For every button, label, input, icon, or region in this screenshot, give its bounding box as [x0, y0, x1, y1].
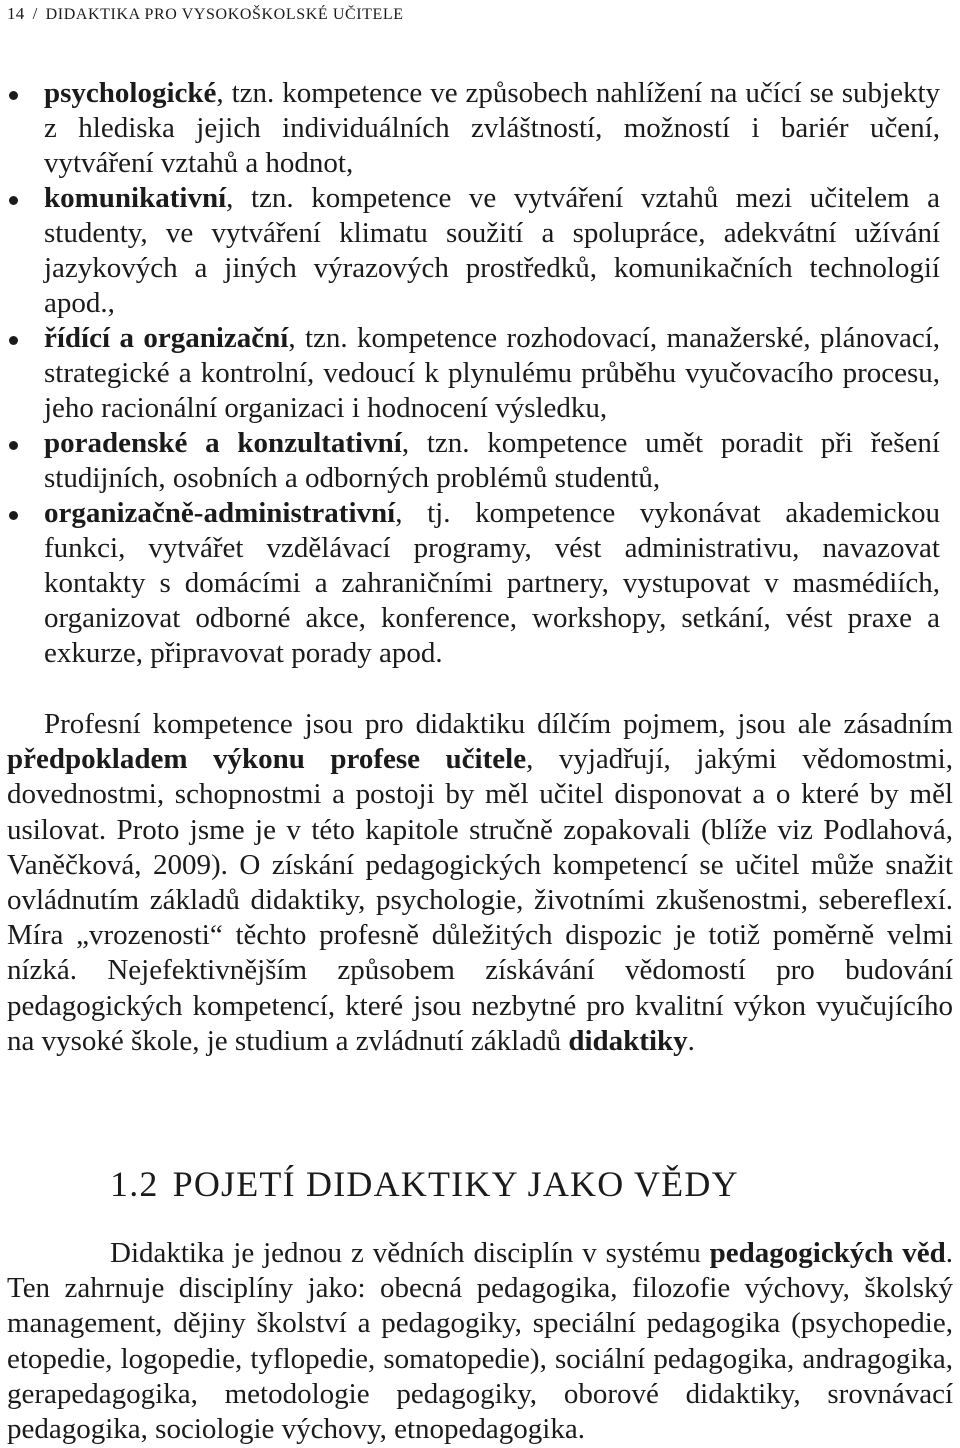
list-item-text: , tzn. kompetence ve způsobech nahlížení na učící se subjekty z hlediska jejich individuálních zvláštností, možností i bariér učení, vytváření vztahů a hodnot,: [44, 77, 940, 179]
section-title: POJETÍ DIDAKTIKY JAKO VĚDY: [172, 1164, 739, 1204]
bullet-icon: [9, 91, 18, 100]
section-number: 1.2: [110, 1164, 159, 1204]
paragraph-text: .: [687, 1024, 695, 1057]
body-paragraph-didactics: [7, 1236, 953, 1447]
list-item-term: organizačně-administrativní: [44, 497, 396, 529]
list-item-text: , tzn. kompetence umět poradit při řešení studijních, osobních a odborných problémů studentů,: [44, 427, 940, 494]
bullet-icon: [9, 196, 18, 205]
list-item-term: komunikativní: [44, 182, 227, 214]
paragraph-emphasis: pedagogických věd: [709, 1237, 946, 1269]
list-item-term: psychologické: [44, 77, 217, 109]
list-item: [0, 181, 940, 321]
running-head: [7, 4, 404, 24]
list-item-term: řídící a organizační: [44, 322, 289, 354]
list-item: [0, 76, 940, 181]
list-item-text: , tj. kompetence vykonávat akademickou funkci, vytvářet vzdělávací programy, vést administrativu, navazovat kontakty s domácími a zahraničními partnery, vystupovat v masmédiích, organizovat odborné akce, konference, workshopy, setkání, vést praxe a exkurze, připravovat porady apod.: [44, 497, 940, 669]
running-head-separator: /: [32, 4, 38, 23]
paragraph-text: Profesní kompetence jsou pro didaktiku dílčím pojmem, jsou ale zásadním: [44, 708, 953, 740]
paragraph-emphasis: předpokladem výkonu profese učitele: [7, 743, 527, 776]
list-item-text: , tzn. kompetence rozhodovací, manažerské, plánovací, strategické a kontrolní, vedoucí k plynulému průběhu vyučovacího procesu, jeho racionální organizaci i hodnocení výsledku,: [44, 322, 940, 424]
paragraph-text: . Ten zahrnuje disciplíny jako: obecná pedagogika, filozofie výchovy, školský management, dějiny školství a pedagogiky, speciální pedagogika (psychopedie, etopedie, logopedie, tyflopedie, somatopedie), sociální pedagogika, andragogika, gerapedagogika, metodologie pedagogiky, oborové didaktiky, srovnávací pedagogika, sociologie výchovy, etnopedagogika.: [7, 1237, 953, 1446]
section-heading: [110, 1163, 739, 1205]
bullet-icon: [9, 511, 18, 520]
page-number: 14: [7, 4, 25, 23]
running-head-title: DIDAKTIKA PRO VYSOKOŠKOLSKÉ UČITELE: [45, 6, 404, 23]
list-item: [0, 426, 940, 496]
list-item-term: poradenské a konzultativní: [44, 427, 402, 459]
bullet-icon: [9, 336, 18, 345]
bullet-icon: [9, 441, 18, 450]
paragraph-emphasis: didaktiky: [568, 1024, 688, 1057]
paragraph-text: Didaktika je jednou z vědních disciplín v systému: [110, 1237, 710, 1269]
list-item: [0, 496, 940, 671]
body-paragraph-competences: [7, 707, 953, 1059]
list-item-text: , tzn. kompetence ve vytváření vztahů mezi učitelem a studenty, ve vytváření klimatu soužití a spolupráce, adekvátní užívání jazykových a jiných výrazových prostředků, komunikačních technologií apod.,: [44, 182, 940, 319]
paragraph-text: , vyjadřují, jakými vědomostmi, dovednostmi, schopnostmi a postoji by měl učitel disponovat a o které by měl usilovat. Proto jsme je v této kapitole stručně zopakovali (blíže viz Podlahová, Vaněčková, 2009). O získání pedagogických kompetencí se učitel může snažit ovládnutím základů didaktiky, psychologie, životními zkušenostmi, sebereflexí. Míra „vrozenosti“ těchto profesně důležitých dispozic je totiž poměrně velmi nízká. Nejefektivnějším způsobem získávání vědomostí pro budování pedagogických kompetencí, které jsou nezbytné pro kvalitní výkon vyučujícího na vysoké škole, je studium a zvládnutí základů: [7, 743, 953, 1057]
competence-list: [0, 76, 940, 671]
list-item: [0, 321, 940, 426]
